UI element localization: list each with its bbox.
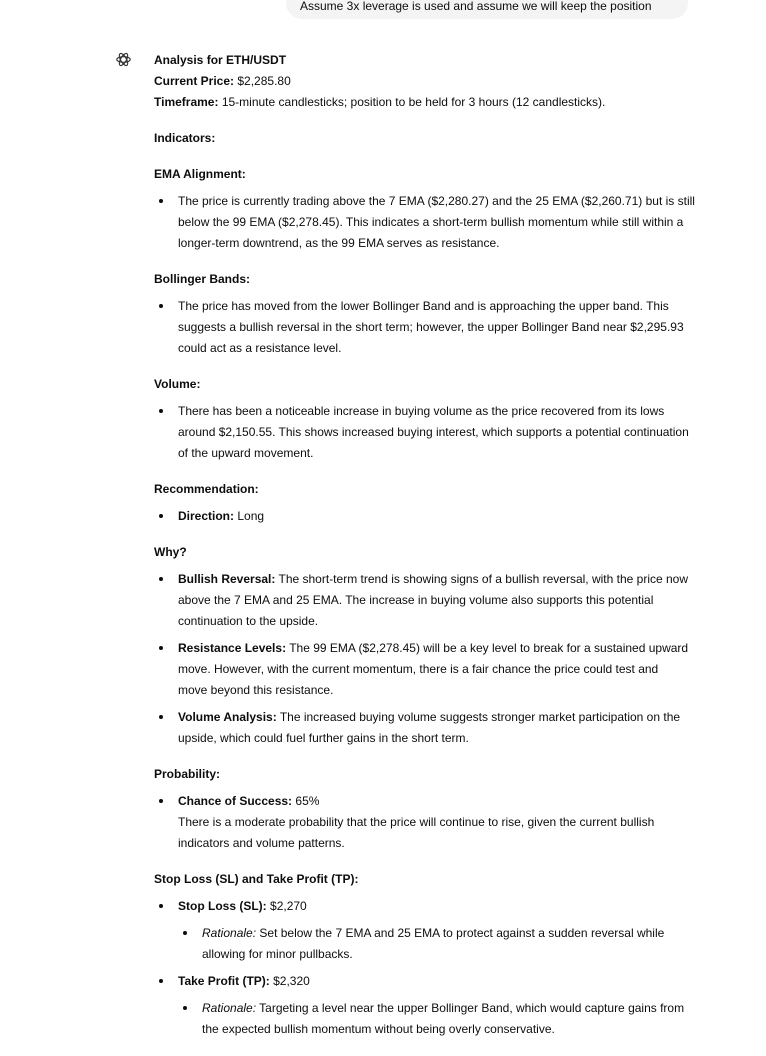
timeframe-label: Timeframe: bbox=[154, 95, 219, 109]
volume-text-line: There has been a noticeable increase in buying volume as the price recovered from its lows bbox=[178, 404, 665, 418]
why-item-text-line: move. However, with the current momentum, there is a fair chance the price could test and bbox=[178, 662, 659, 676]
ema-list bbox=[154, 191, 694, 254]
recommendation-heading: Recommendation: bbox=[154, 482, 259, 496]
sltp-list bbox=[154, 896, 694, 1040]
stop-loss-sublist bbox=[154, 923, 694, 965]
rationale-label: Rationale: bbox=[202, 1001, 257, 1015]
direction-value: Long bbox=[237, 509, 265, 523]
probability-list bbox=[154, 791, 694, 854]
current-price-value: $2,285.80 bbox=[237, 74, 291, 88]
stop-loss-rationale bbox=[178, 923, 694, 965]
take-profit-item bbox=[154, 971, 694, 1040]
volume-list bbox=[154, 401, 694, 464]
why-item bbox=[154, 569, 694, 632]
why-item bbox=[154, 707, 694, 749]
stop-loss-value: $2,270 bbox=[270, 899, 307, 913]
why-item-label: Resistance Levels: bbox=[178, 641, 287, 655]
rationale-text-line: allowing for minor pullbacks. bbox=[202, 947, 353, 961]
bollinger-heading: Bollinger Bands: bbox=[154, 272, 251, 286]
ema-text-line: below the 99 EMA ($2,278.45). This indicates a short-term bullish momentum while still within a bbox=[178, 215, 684, 229]
probability-label: Chance of Success: bbox=[178, 794, 293, 808]
stop-loss-label: Stop Loss (SL): bbox=[178, 899, 267, 913]
why-item-label: Bullish Reversal: bbox=[178, 572, 276, 586]
take-profit-label: Take Profit (TP): bbox=[178, 974, 270, 988]
bollinger-list bbox=[154, 296, 694, 359]
analysis-title: Analysis for ETH/USDT bbox=[154, 53, 287, 67]
rationale-text-line: the expected bullish momentum without being overly conservative. bbox=[202, 1022, 555, 1036]
user-message-bubble bbox=[286, 0, 688, 19]
why-item-text-line: move beyond this resistance. bbox=[178, 683, 334, 697]
why-item-text-line: continuation to the upside. bbox=[178, 614, 319, 628]
direction-item bbox=[154, 506, 694, 527]
why-item-text: The increased buying volume suggests stronger market participation on the bbox=[279, 710, 681, 724]
volume-text-line: of the upward movement. bbox=[178, 446, 314, 460]
current-price-line bbox=[154, 71, 694, 92]
volume-text-line: around $2,150.55. This shows increased buying interest, which supports a potential continuation bbox=[178, 425, 689, 439]
sltp-heading: Stop Loss (SL) and Take Profit (TP): bbox=[154, 872, 359, 886]
ema-text-line: longer-term downtrend, as the 99 EMA serves as resistance. bbox=[178, 236, 500, 250]
ema-text-line: The price is currently trading above the 7 EMA ($2,280.27) and the 25 EMA ($2,260.71) but is still bbox=[178, 194, 695, 208]
indicators-heading: Indicators: bbox=[154, 131, 216, 145]
bollinger-text-line: suggests a bullish reversal in the short term; however, the upper Bollinger Band near $2,295.93 bbox=[178, 320, 684, 334]
take-profit-sublist bbox=[154, 998, 694, 1040]
rationale-label: Rationale: bbox=[202, 926, 257, 940]
take-profit-value: $2,320 bbox=[273, 974, 310, 988]
user-message-text: Assume 3x leverage is used and assume we will keep the position bbox=[300, 0, 652, 13]
why-item-text: The 99 EMA ($2,278.45) will be a key level to break for a sustained upward bbox=[289, 641, 689, 655]
rationale-text: Targeting a level near the upper Bollinger Band, which would capture gains from bbox=[259, 1001, 685, 1015]
timeframe-line bbox=[154, 92, 694, 113]
why-item-text-line: upside, which could fuel further gains in the short term. bbox=[178, 731, 469, 745]
ema-item bbox=[154, 191, 694, 254]
probability-value: 65% bbox=[295, 794, 320, 808]
probability-item bbox=[154, 791, 694, 854]
take-profit-rationale bbox=[178, 998, 694, 1040]
bollinger-item bbox=[154, 296, 694, 359]
probability-text-line: There is a moderate probability that the price will continue to rise, given the current bullish bbox=[178, 815, 655, 829]
rationale-text: Set below the 7 EMA and 25 EMA to protect against a sudden reversal while bbox=[259, 926, 665, 940]
why-item-text-line: above the 7 EMA and 25 EMA. The increase in buying volume also supports this potential bbox=[178, 593, 654, 607]
direction-label: Direction: bbox=[178, 509, 235, 523]
volume-item bbox=[154, 401, 694, 464]
recommendation-list bbox=[154, 506, 694, 527]
assistant-message bbox=[154, 50, 694, 1040]
probability-heading: Probability: bbox=[154, 767, 221, 781]
stop-loss-item bbox=[154, 896, 694, 965]
why-list bbox=[154, 569, 694, 749]
ema-heading: EMA Alignment: bbox=[154, 167, 246, 181]
bollinger-text-line: The price has moved from the lower Bollinger Band and is approaching the upper band. This bbox=[178, 299, 669, 313]
current-price-label: Current Price: bbox=[154, 74, 235, 88]
probability-text-line: indicators and volume patterns. bbox=[178, 836, 345, 850]
timeframe-value: 15-minute candlesticks; position to be held for 3 hours (12 candlesticks). bbox=[221, 95, 606, 109]
why-item bbox=[154, 638, 694, 701]
why-heading: Why? bbox=[154, 545, 187, 559]
why-item-label: Volume Analysis: bbox=[178, 710, 277, 724]
volume-heading: Volume: bbox=[154, 377, 201, 391]
bollinger-text-line: could act as a resistance level. bbox=[178, 341, 342, 355]
assistant-logo-icon bbox=[115, 51, 132, 68]
why-item-text: The short-term trend is showing signs of a bullish reversal, with the price now bbox=[278, 572, 689, 586]
